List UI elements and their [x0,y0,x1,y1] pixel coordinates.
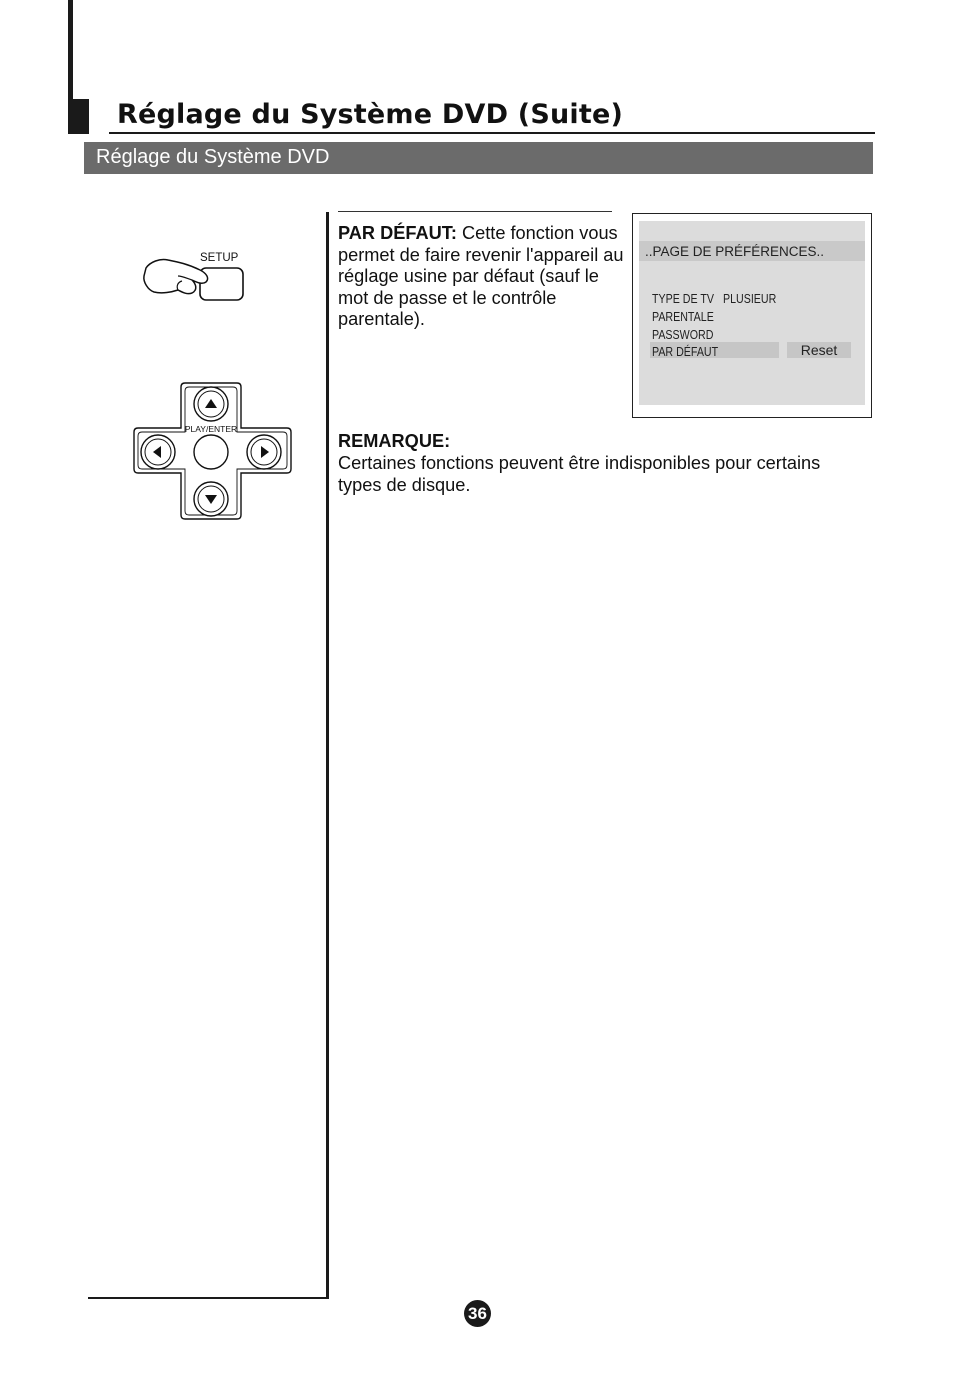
remarque-heading: REMARQUE: [338,431,451,451]
section-banner-label: Réglage du Système DVD [96,146,330,168]
right-button[interactable] [247,435,281,469]
down-button[interactable] [194,482,228,516]
osd-item-password[interactable]: PASSWORD [652,327,714,342]
section-banner [84,142,873,174]
hand-pointing-icon [144,259,208,293]
page-number-badge: 36 [464,1300,491,1327]
setup-button-label: SETUP [200,252,239,264]
column-divider [326,212,329,1299]
osd-item-type-de-tv[interactable]: TYPE DE TV [652,291,715,306]
par-defaut-heading: PAR DÉFAUT: [338,223,457,243]
setup-button-illustration [140,248,250,306]
play-enter-label: PLAY/ENTER [184,424,238,434]
setup-button[interactable] [200,268,243,300]
osd-value-type-de-tv: PLUSIEUR [723,291,777,306]
text-top-rule [338,211,612,212]
osd-item-parentale[interactable]: PARENTALE [652,309,714,324]
osd-page-header: ..PAGE DE PRÉFÉRENCES.. [645,244,825,259]
osd-item-par-defaut[interactable]: PAR DÉFAUT [652,344,719,359]
bottom-rule [88,1297,329,1299]
title-underline [109,132,875,134]
left-button[interactable] [141,435,175,469]
title-marker-block [68,99,89,134]
dpad-illustration [132,381,294,521]
up-button[interactable] [194,387,228,421]
remarque-body: Certaines fonctions peuvent être indisponibles pour certains types de disque. [338,453,821,495]
play-enter-button[interactable] [194,435,228,469]
par-defaut-body: Cette fonction vous permet de faire revenir l'appareil au réglage usine par défaut (sauf le mot de passe et le contrôle parentale). [338,223,624,329]
page-title: Réglage du Système DVD (Suite) [117,99,624,130]
osd-reset-label: Reset [800,342,838,358]
par-defaut-paragraph [338,223,630,331]
